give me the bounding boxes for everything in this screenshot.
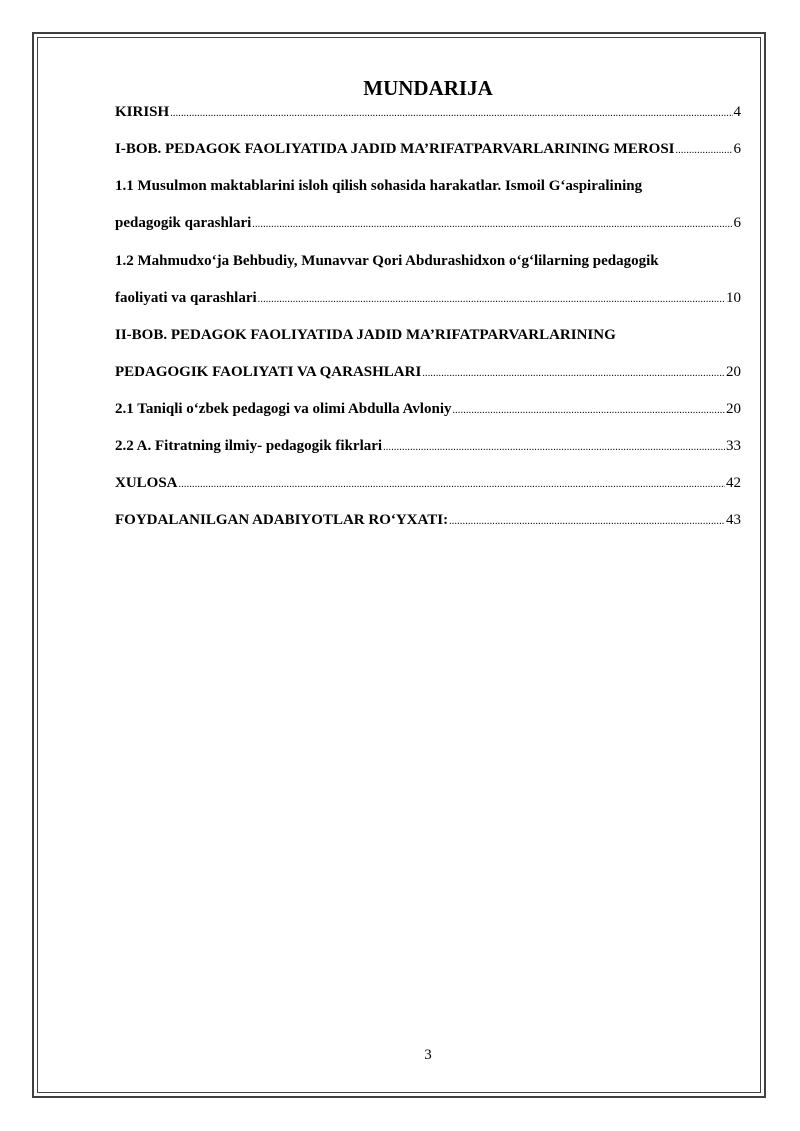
toc-entry-kirish[interactable] bbox=[115, 103, 741, 123]
toc-entry-page: 6 bbox=[733, 215, 741, 231]
toc-entry-page: 43 bbox=[726, 512, 741, 528]
toc-entry-page: 4 bbox=[733, 104, 741, 120]
toc-entry-text: KIRISH bbox=[115, 104, 170, 120]
dot-leader bbox=[179, 476, 725, 494]
toc-entry-1-1-line1[interactable]: 1.1 Musulmon maktablarini isloh qilish sohasida harakatlar. Ismoil G‘aspiralining bbox=[115, 178, 643, 194]
toc-entry-xulosa[interactable] bbox=[115, 474, 741, 494]
toc-entry-page: 20 bbox=[726, 401, 741, 417]
page-number: 3 bbox=[424, 1047, 432, 1063]
toc-entry-page: 10 bbox=[726, 290, 741, 306]
toc-entry-1-2[interactable] bbox=[115, 289, 741, 309]
toc-entry-2-1[interactable] bbox=[115, 400, 741, 420]
toc-entry-page: 20 bbox=[726, 364, 741, 380]
dot-leader bbox=[258, 291, 725, 309]
toc-entry-text: 2.2 A. Fitratning ilmiy- pedagogik fikrlari bbox=[115, 438, 383, 454]
toc-entry-references[interactable] bbox=[115, 511, 741, 531]
toc-entry-chapter-1[interactable] bbox=[115, 140, 741, 160]
toc-entry-page: 42 bbox=[726, 475, 741, 491]
toc-entry-1-1[interactable] bbox=[115, 214, 741, 234]
toc-entry-1-2-line1[interactable]: 1.2 Mahmudxo‘ja Behbudiy, Munavvar Qori Abdurashidxon o‘g‘lilarning pedagogik bbox=[115, 253, 659, 269]
toc-entry-text: pedagogik qarashlari bbox=[115, 215, 252, 231]
toc-entry-page: 6 bbox=[733, 141, 741, 157]
toc-entry-chapter-2-line1[interactable]: II-BOB. PEDAGOK FAOLIYATIDA JADID MA’RIFATPARVARLARINING bbox=[115, 327, 616, 343]
dot-leader bbox=[422, 365, 725, 383]
dot-leader bbox=[252, 216, 732, 234]
toc-entry-text: faoliyati va qarashlari bbox=[115, 290, 257, 306]
dot-leader bbox=[383, 439, 725, 457]
toc-entry-text: XULOSA bbox=[115, 475, 178, 491]
toc-entry-text: I-BOB. PEDAGOK FAOLIYATIDA JADID MA’RIFATPARVARLARINING MEROSI bbox=[115, 141, 675, 157]
toc-entry-page: 33 bbox=[726, 438, 741, 454]
dot-leader bbox=[676, 142, 733, 160]
toc-title: MUNDARIJA bbox=[363, 76, 493, 100]
toc-entry-text: FOYDALANILGAN ADABIYOTLAR RO‘YXATI: bbox=[115, 512, 449, 528]
toc-entry-text: PEDAGOGIK FAOLIYATI VA QARASHLARI bbox=[115, 364, 422, 380]
toc-entry-text: 2.1 Taniqli o‘zbek pedagogi va olimi Abdulla Avloniy bbox=[115, 401, 452, 417]
dot-leader bbox=[452, 402, 725, 420]
toc-entry-2-2[interactable] bbox=[115, 437, 741, 457]
toc-entry-chapter-2[interactable] bbox=[115, 363, 741, 383]
dot-leader bbox=[170, 105, 732, 123]
page-border-inner bbox=[37, 37, 761, 1093]
dot-leader bbox=[449, 513, 725, 531]
